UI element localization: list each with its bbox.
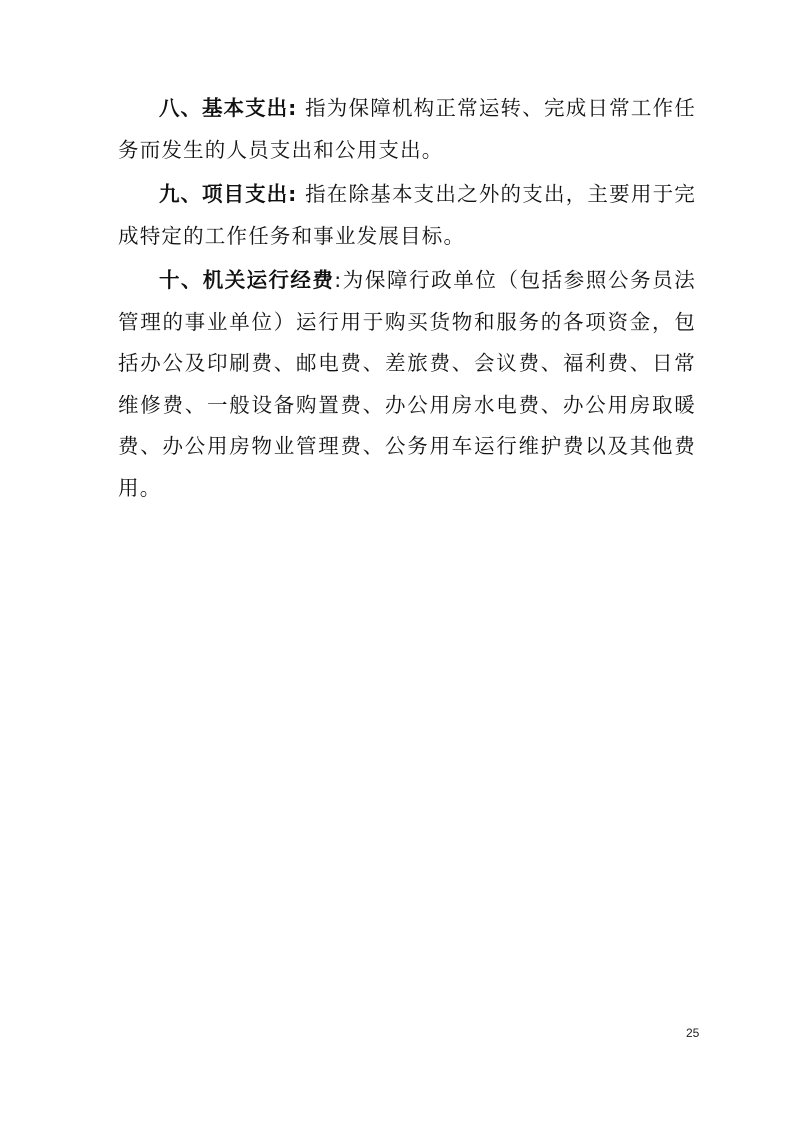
- definition-text: 指为保障机构正常运转、完成日常工作任务而发生的人员支出和公用支出。: [118, 96, 697, 162]
- definition-term: 九、项目支出:: [159, 182, 298, 206]
- definition-operating-expenses: [118, 260, 696, 509]
- page-number: 25: [686, 1026, 700, 1040]
- definition-term: 十、机关运行经费: [159, 268, 335, 292]
- definition-project-expenditure: [118, 174, 696, 257]
- definition-text: :为保障行政单位（包括参照公务员法管理的事业单位）运行用于购买货物和服务的各项资金，包括办公及印刷费、邮电费、差旅费、会议费、福利费、日常维修费、一般设备购置费、办公用房水电费、办公用房取暖费、办公用房物业管理费、公务用车运行维护费以及其他费用。: [118, 268, 696, 500]
- document-body: [118, 88, 696, 512]
- definition-term: 八、基本支出:: [159, 96, 298, 120]
- definition-basic-expenditure: [118, 88, 696, 171]
- definition-text: 指在除基本支出之外的支出，主要用于完成特定的工作任务和事业发展目标。: [118, 182, 697, 248]
